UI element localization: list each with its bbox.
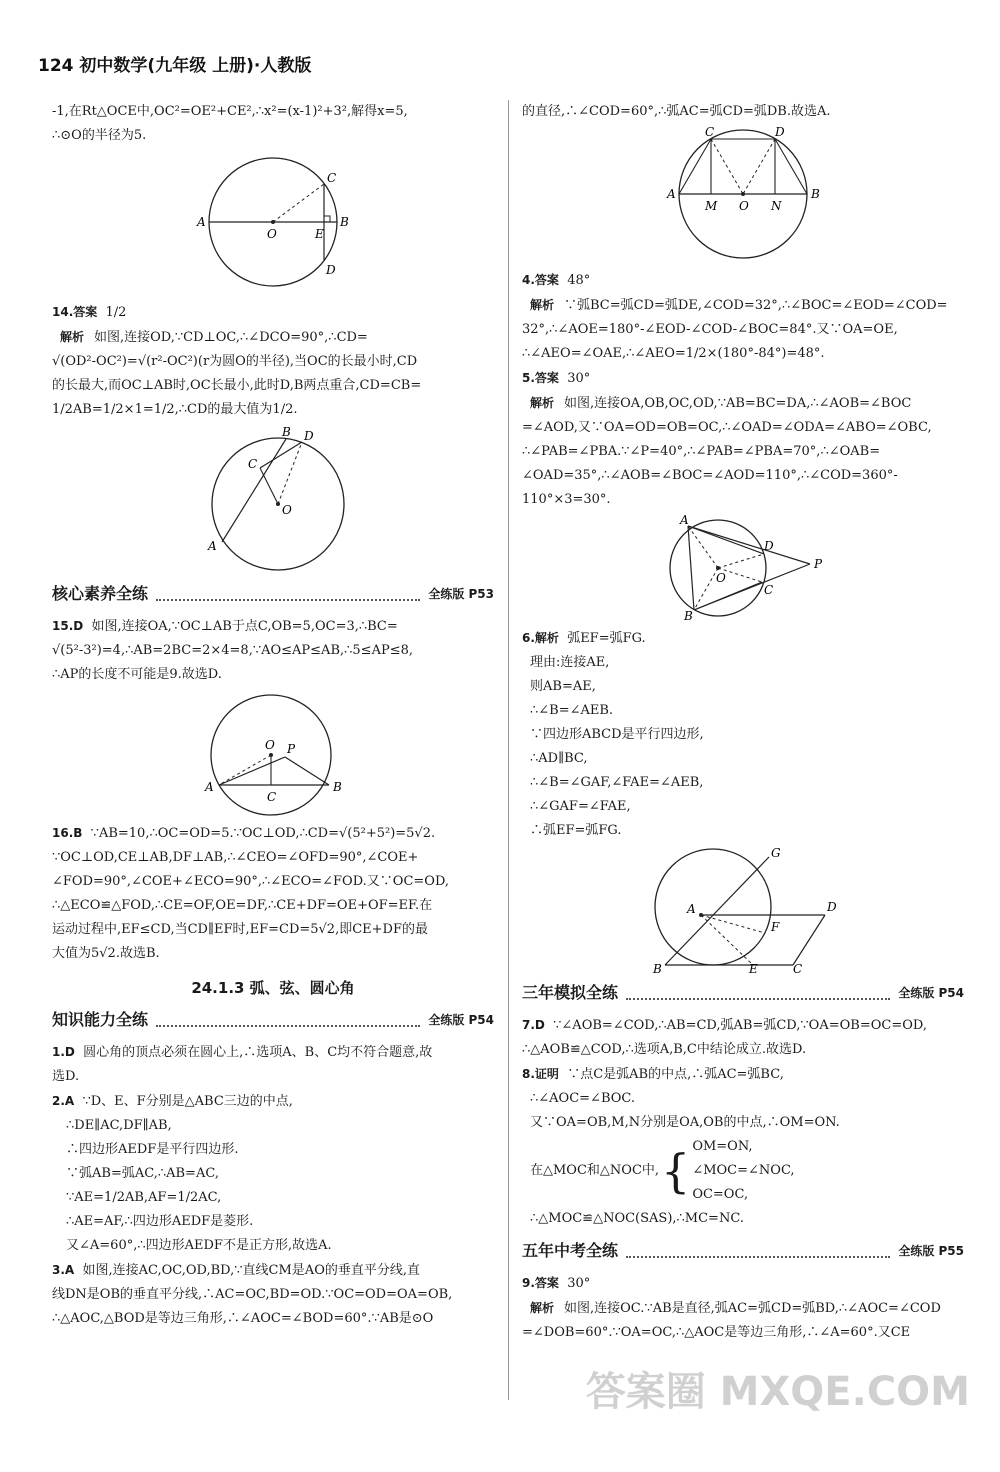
text-line: ∠FOD=90°,∠COE+∠ECO=90°,∴∠ECO=∠FOD.又∵OC=OD, — [52, 874, 450, 889]
text-line: ∴DE∥AC,DF∥AB, — [66, 1118, 172, 1133]
fig-label: F — [771, 920, 780, 934]
fig-label: O — [267, 227, 277, 241]
section-title: 三年模拟全练 — [522, 983, 619, 1002]
book-title: 初中数学(九年级 上册)·人教版 — [79, 56, 312, 76]
fig-label: O — [716, 571, 726, 585]
leader-dots — [626, 998, 890, 1000]
text-line: 大值为5√2.故选B. — [52, 946, 160, 961]
text-line: 110°×3=30°. — [522, 492, 611, 507]
question-number: 3.A — [52, 1263, 75, 1277]
fig-label: A — [205, 780, 214, 794]
text-line: ∴∠B=∠AEB. — [530, 703, 614, 718]
text-line: 如图,连接OC.∵AB是直径,弧AC=弧CD=弧BD,∴∠AOC=∠COD — [564, 1301, 941, 1316]
text-line: ∵AB=10,∴OC=OD=5.∵OC⊥OD,∴CD=√(5²+5²)=5√2. — [90, 826, 436, 841]
section-core-literacy — [52, 580, 494, 606]
fig-label: P — [814, 557, 823, 571]
left-column — [52, 100, 494, 1331]
text-line: 弧EF=弧FG. — [567, 631, 646, 646]
text-line: OM=ON, — [692, 1139, 753, 1154]
text-line: 32°,∴∠AOE=180°-∠EOD-∠COD-∠BOC=84°.又∵OA=OE, — [522, 322, 898, 337]
figure-q3 — [653, 126, 833, 266]
text-line: ∴AP的长度不可能是9.故选D. — [52, 667, 222, 682]
fig-label: D — [775, 126, 785, 139]
leader-dots — [156, 1025, 420, 1027]
text-line: ∵D、E、F分别是△ABC三边的中点, — [82, 1094, 293, 1109]
section-page: 全练版 P54 — [898, 986, 964, 1000]
right-column — [522, 100, 964, 1345]
question-number: 7.D — [522, 1018, 545, 1032]
column-divider — [508, 100, 509, 1400]
fig-label: C — [267, 790, 277, 804]
text-line: 如图,连接AC,OC,OD,BD,∵直线CM是AO的垂直平分线,直 — [82, 1263, 420, 1278]
text-line: ∴△AOC,△BOD是等边三角形,∴∠AOC=∠BOD=60°.∵AB是⊙O — [52, 1311, 434, 1326]
brace: { — [661, 1144, 691, 1198]
fig-label: A — [208, 539, 217, 553]
question-number: 9.答案 — [522, 1276, 559, 1290]
text-line: ∠MOC=∠NOC, — [692, 1163, 795, 1178]
leader-dots — [156, 599, 420, 601]
fig-label: B — [653, 962, 662, 973]
text-line: 如图,连接OA,OB,OC,OD,∵AB=BC=DA,∴∠AOB=∠BOC — [564, 396, 912, 411]
fig-label: M — [705, 199, 718, 213]
text-line: 如图,连接OD,∵CD⊥OC,∴∠DCO=90°,∴CD= — [94, 330, 368, 345]
fig-label: D — [827, 900, 837, 914]
equation-system — [522, 1135, 964, 1207]
answer: 30° — [567, 1276, 591, 1291]
fig-label: C — [705, 126, 715, 139]
text-line: =∠DOB=60°.∵OA=OC,∴△AOC是等边三角形,∴∠A=60°.又CE — [522, 1325, 911, 1340]
text-line: 的长最大,而OC⊥AB时,OC长最小,此时D,B两点重合,CD=CB= — [52, 378, 422, 393]
question-number: 16.B — [52, 826, 83, 840]
fig-label: N — [771, 199, 782, 213]
question-number: 8.证明 — [522, 1067, 559, 1081]
text-line: 在△MOC和△NOC中, — [530, 1163, 660, 1178]
text-line: ∵OC⊥OD,CE⊥AB,DF⊥AB,∴∠CEO=∠OFD=90°,∠COE+ — [52, 850, 419, 865]
question-number: 2.A — [52, 1094, 75, 1108]
text-line: ∴△MOC≌△NOC(SAS),∴MC=NC. — [530, 1211, 744, 1226]
fig-label: G — [771, 846, 781, 860]
text-line: 线DN是OB的垂直平分线,∴AC=OC,BD=OD.∵OC=OD=OA=OB, — [52, 1287, 453, 1302]
analysis-label: 解析 — [530, 396, 555, 410]
fig-label: C — [327, 171, 337, 185]
text-line: ∴弧EF=弧FG. — [530, 823, 622, 838]
section-page: 全练版 P55 — [898, 1244, 964, 1258]
page-number: 124 — [38, 56, 74, 76]
fig-label: B — [333, 780, 342, 794]
question-number: 1.D — [52, 1045, 75, 1059]
text-line: ∴∠B=∠GAF,∠FAE=∠AEB, — [530, 775, 704, 790]
text-line: ∴AD∥BC, — [530, 751, 588, 766]
text-line: √(OD²-OC²)=√(r²-OC²)(r为圆O的半径),当OC的长最小时,CD — [52, 354, 418, 369]
question-number: 6.解析 — [522, 631, 559, 645]
text-line: ∴∠AOC=∠BOC. — [530, 1091, 636, 1106]
section-five-year — [522, 1237, 964, 1263]
text-line: 圆心角的顶点必须在圆心上,∴选项A、B、C均不符合题意,故 — [83, 1045, 433, 1060]
analysis-label: 解析 — [60, 330, 85, 344]
fig-label: E — [315, 227, 324, 241]
text-line: ∵AE=1/2AB,AF=1/2AC, — [66, 1190, 222, 1205]
text-line: -1,在Rt△OCE中,OC²=OE²+CE²,∴x²=(x-1)²+3²,解得x=5, — [52, 104, 408, 119]
figure-q15 — [193, 689, 353, 819]
text-line: ∵弧BC=弧CD=弧DE,∠COD=32°,∴∠BOC=∠EOD=∠COD= — [564, 298, 948, 313]
fig-label: B — [684, 609, 693, 623]
text-line: ∴∠PAB=∠PBA.∵∠P=40°,∴∠PAB=∠PBA=70°,∴∠OAB= — [522, 444, 881, 459]
question-number: 15.D — [52, 619, 84, 633]
question-number: 14.答案 — [52, 305, 98, 319]
leader-dots — [626, 1256, 890, 1258]
section-title: 知识能力全练 — [52, 1010, 149, 1029]
fig-label: D — [764, 539, 774, 553]
text-line: 1/2AB=1/2×1=1/2,∴CD的最大值为1/2. — [52, 402, 298, 417]
text-line: ∴∠AEO=∠OAE,∴∠AEO=1/2×(180°-84°)=48°. — [522, 346, 825, 361]
fig-label: O — [282, 503, 292, 517]
question-number: 5.答案 — [522, 371, 559, 385]
section-three-year — [522, 979, 964, 1005]
text-line: ∵四边形ABCD是平行四边形, — [530, 727, 704, 742]
text-line: 又∵OA=OB,M,N分别是OA,OB的中点,∴OM=ON. — [530, 1115, 840, 1130]
question-number: 4.答案 — [522, 273, 559, 287]
fig-label: O — [265, 738, 275, 752]
text-line: ∴∠GAF=∠FAE, — [530, 799, 631, 814]
text-line: ∴△ECO≌△FOD,∴CE=OF,OE=DF,∴CE+DF=OE+OF=EF.在 — [52, 898, 433, 913]
fig-label: B — [811, 187, 820, 201]
text-line: OC=OC, — [692, 1187, 749, 1202]
fig-label: O — [739, 199, 749, 213]
figure-q5 — [658, 514, 828, 624]
section-knowledge — [52, 1006, 494, 1032]
section-page: 全练版 P54 — [428, 1013, 494, 1027]
fig-label: C — [793, 962, 803, 973]
fig-label: A — [197, 215, 206, 229]
text-line: =∠AOD,又∵OA=OD=OB=OC,∴∠OAD=∠ODA=∠ABO=∠OBC, — [522, 420, 932, 435]
text-line: ∴△AOB≌△COD,∴选项A,B,C中结论成立.故选D. — [522, 1042, 807, 1057]
fig-label: A — [680, 514, 689, 527]
fig-label: D — [326, 263, 336, 277]
text-line: ∴四边形AEDF是平行四边形. — [66, 1142, 239, 1157]
text-line: 理由:连接AE, — [530, 655, 610, 670]
analysis-label: 解析 — [530, 298, 555, 312]
figure-q14 — [188, 424, 358, 574]
text-line: ∵点C是弧AB的中点,∴弧AC=弧BC, — [567, 1067, 784, 1082]
fig-label: B — [340, 215, 349, 229]
text-line: ∵弧AB=弧AC,∴AB=AC, — [66, 1166, 219, 1181]
text-line: 运动过程中,EF≤CD,当CD∥EF时,EF=CD=5√2,即CE+DF的最 — [52, 922, 428, 937]
text-line: ∴⊙O的半径为5. — [52, 128, 147, 143]
text-line: 又∠A=60°,∴四边形AEDF不是正方形,故选A. — [66, 1238, 332, 1253]
section-title: 五年中考全练 — [522, 1241, 619, 1260]
section-page: 全练版 P53 — [428, 587, 494, 601]
page-header — [38, 54, 311, 78]
fig-label: A — [687, 902, 696, 916]
fig-label: E — [749, 962, 758, 973]
lesson-subtitle: 24.1.3 弧、弦、圆心角 — [191, 979, 355, 997]
fig-label: A — [667, 187, 676, 201]
text-line: ∵∠AOB=∠COD,∴AB=CD,弧AB=弧CD,∵OA=OB=OC=OD, — [553, 1018, 927, 1033]
fig-label: D — [304, 429, 314, 443]
fig-label: P — [287, 742, 296, 756]
figure-q13 — [193, 150, 353, 298]
answer: 30° — [567, 371, 591, 386]
text-line: 则AB=AE, — [530, 679, 596, 694]
text-line: 如图,连接OA,∵OC⊥AB于点C,OB=5,OC=3,∴BC= — [91, 619, 398, 634]
section-title: 核心素养全练 — [52, 584, 149, 603]
answer: 48° — [567, 273, 591, 288]
text-line: 的直径,∴∠COD=60°,∴弧AC=弧CD=弧DB.故选A. — [522, 104, 831, 119]
text-line: 选D. — [52, 1069, 80, 1084]
text-line: ∠OAD=35°,∴∠AOB=∠BOC=∠AOD=110°,∴∠COD=360°- — [522, 468, 898, 483]
text-line: ∴AE=AF,∴四边形AEDF是菱形. — [66, 1214, 254, 1229]
analysis-label: 解析 — [530, 1301, 555, 1315]
fig-label: C — [248, 457, 258, 471]
figure-q6 — [643, 845, 843, 973]
text-line: √(5²-3²)=4,∴AB=2BC=2×4=8,∵AO≤AP≤AB,∴5≤AP≤8, — [52, 643, 413, 658]
fig-label: B — [282, 425, 291, 439]
watermark: 答案圈 MXQE.COM — [585, 1369, 970, 1415]
fig-label: C — [764, 583, 774, 597]
answer: 1/2 — [105, 305, 127, 320]
